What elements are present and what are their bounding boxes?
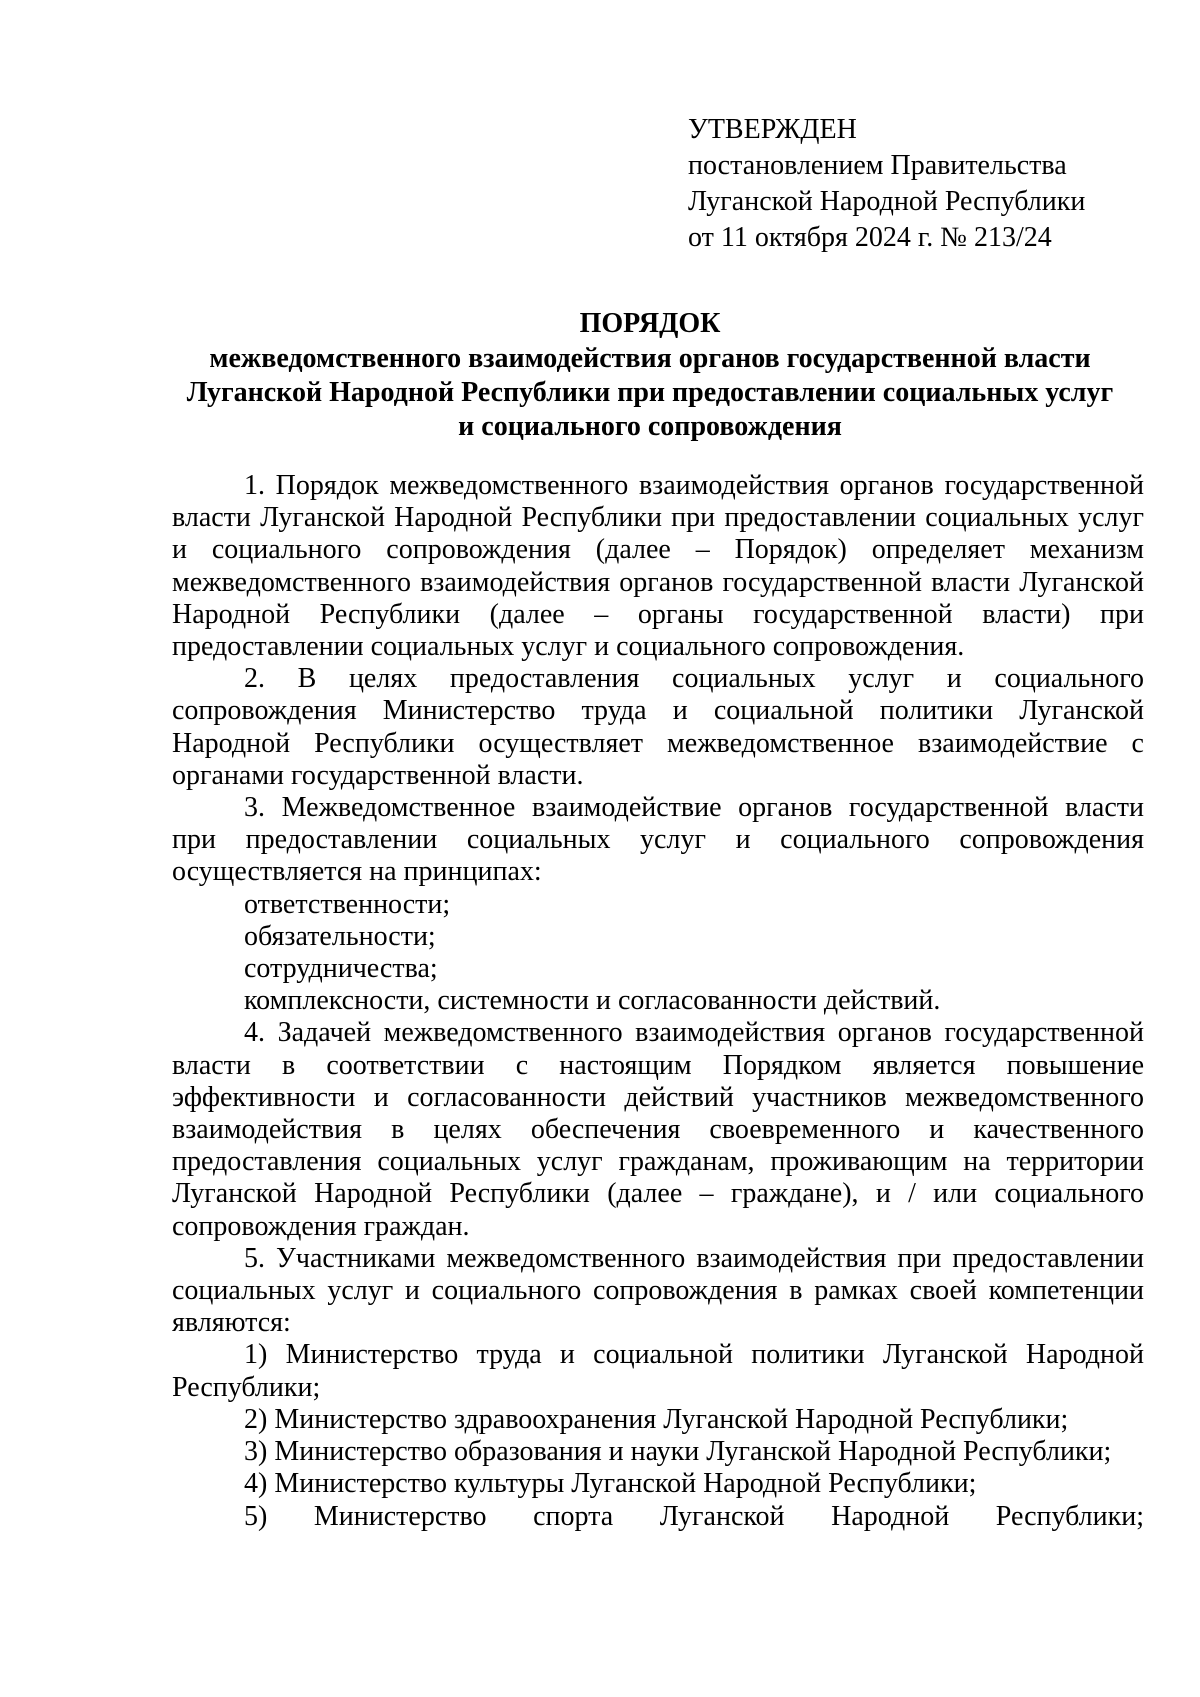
clause-5: 5. Участниками межведомственного взаимодействия при предоставлении социальных услуг и социального сопровождения в рамках своей компетенции являются: (172, 1242, 1144, 1339)
document-subtitle-line-2: Луганской Народной Республики при предоставлении социальных услуг (186, 377, 1114, 408)
principle-item: комплексности, системности и согласованности действий. (244, 985, 941, 1017)
participant-item: 2) Министерство здравоохранения Луганской Народной Республики; (244, 1403, 1069, 1435)
document-title-block (150, 306, 1150, 444)
principle-item: обязательности; (244, 920, 436, 952)
approval-authority: постановлением Правительства (688, 150, 1067, 181)
clause-1: 1. Порядок межведомственного взаимодействия органов государственной власти Луганской Народной Республики при предоставлении социальных услуг и социального сопровождения (далее – Порядок) определяет механизм межведомственного взаимодействия органов государственной власти Луганской Народной Республики (далее – органы государственной власти) при предоставлении социальных услуг и социального сопровождения. (172, 470, 1144, 663)
principle-item: сотрудничества; (244, 953, 438, 985)
participant-item: 1) Министерство труда и социальной политики Луганской Народной Республики; (172, 1339, 1144, 1403)
approval-status: УТВЕРЖДЕН (688, 114, 857, 145)
clause-3: 3. Межведомственное взаимодействие органов государственной власти при предоставлении социальных услуг и социального сопровождения осуществляется на принципах: (172, 792, 1144, 888)
participant-item: 3) Министерство образования и науки Луганской Народной Республики; (244, 1436, 1112, 1468)
participant-item: 4) Министерство культуры Луганской Народной Республики; (244, 1468, 977, 1500)
approval-stamp (688, 112, 1168, 256)
participant-item: 5) Министерство спорта Луганской Народной Республики; (244, 1500, 1144, 1532)
document-subtitle-line-1: межведомственного взаимодействия органов государственной власти (209, 343, 1091, 374)
approval-date-number: от 11 октября 2024 г. № 213/24 (688, 222, 1052, 253)
clause-4: 4. Задачей межведомственного взаимодействия органов государственной власти в соответствии с настоящим Порядком является повышение эффективности и согласованности действий участников межведомственного взаимодействия в целях обеспечения своевременного и качественного предоставления социальных услуг гражданам, проживающим на территории Луганской Народной Республики (далее – граждане), и / или социального сопровождения граждан. (172, 1017, 1144, 1242)
clause-2: 2. В целях предоставления социальных услуг и социального сопровождения Министерство труда и социальной политики Луганской Народной Республики осуществляет межведомственное взаимодействие с органами государственной власти. (172, 663, 1144, 791)
document-body (172, 470, 1144, 1533)
document-title: ПОРЯДОК (579, 308, 721, 339)
approval-government: Луганской Народной Республики (688, 186, 1086, 217)
principle-item: ответственности; (244, 888, 451, 920)
document-subtitle-line-3: и социального сопровождения (458, 411, 842, 442)
